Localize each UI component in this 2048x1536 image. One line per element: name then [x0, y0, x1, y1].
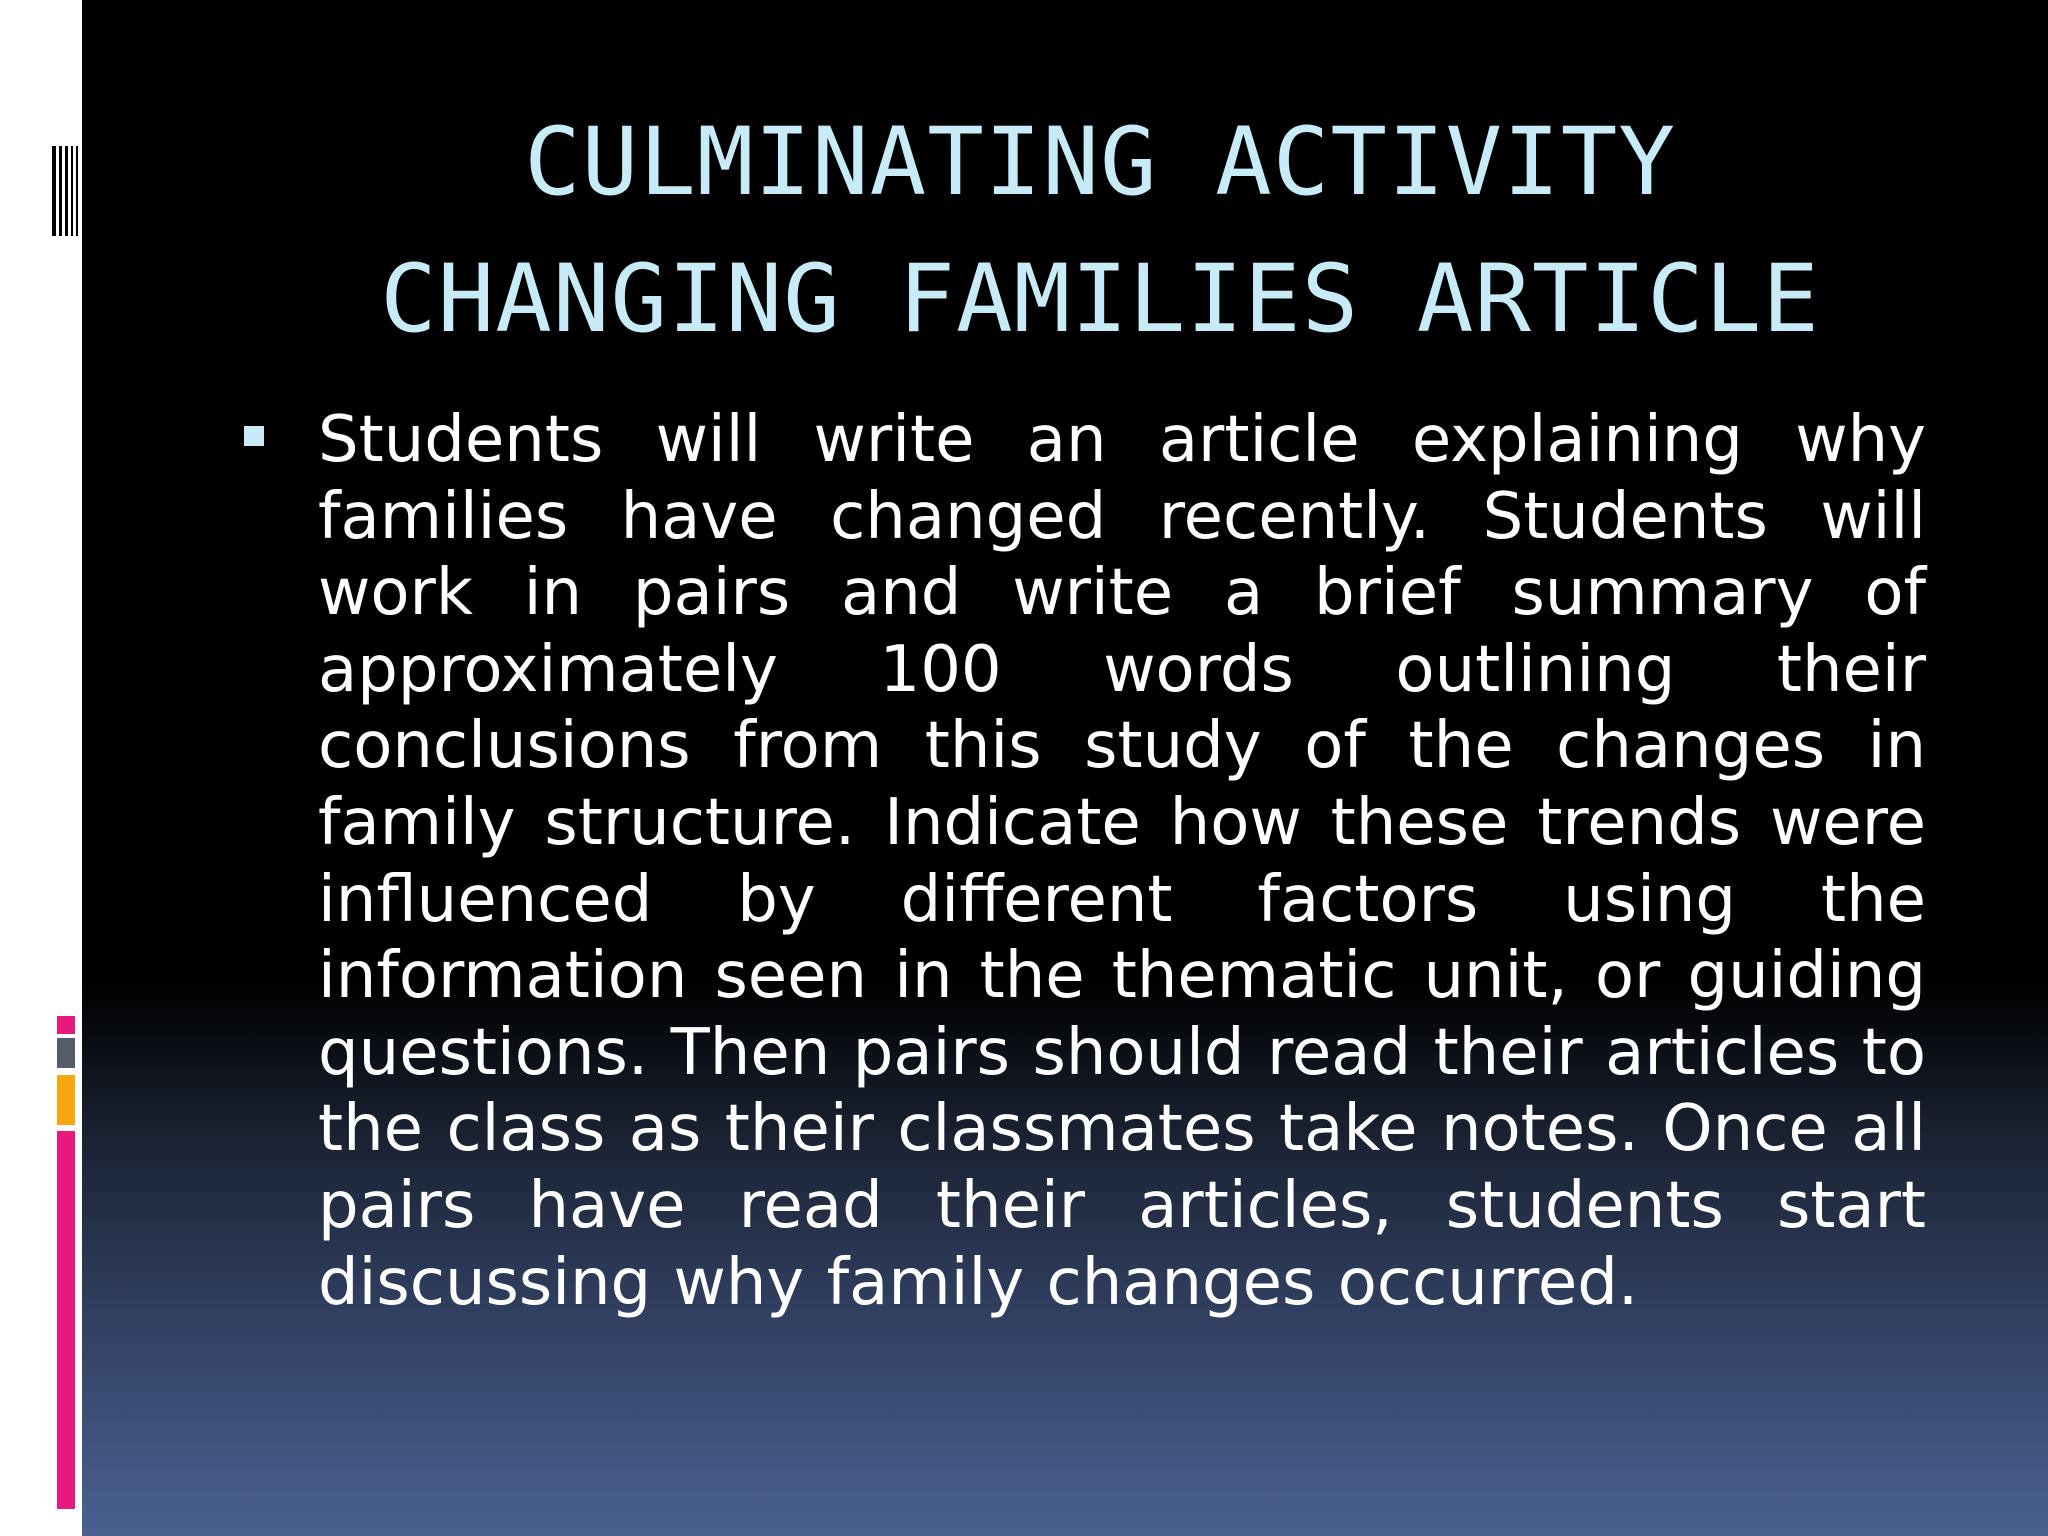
side-bar-3: [65, 146, 68, 236]
decorative-side-bars: [52, 146, 82, 236]
accent-block-orange: [57, 1075, 75, 1125]
side-bar-2: [59, 146, 62, 236]
accent-block-gray: [57, 1038, 75, 1068]
accent-bar-pink: [57, 1131, 75, 1509]
accent-block-pink-small: [57, 1016, 75, 1034]
slide-title: [300, 94, 1900, 368]
square-bullet-icon: [244, 426, 264, 446]
title-line-2: CHANGING FAMILIES ARTICLE: [380, 245, 1820, 354]
side-bar-1: [52, 146, 56, 236]
title-line-1: CULMINATING ACTIVITY: [524, 108, 1676, 217]
side-bar-5: [76, 146, 78, 236]
bullet-text: Students will write an article explaining why families have changed recently. Students will work in pairs and write a brief summary of approximately 100 words outlining their conclusions from this study of the changes in family structure. Indicate how these trends were influenced by different factors using the information seen in the thematic unit, or guiding questions. Then pairs should read their articles to the class as their classmates take notes. Once all pairs have read their articles, students start discussing why family changes occurred.: [318, 403, 1926, 1320]
side-bar-4: [71, 146, 73, 236]
